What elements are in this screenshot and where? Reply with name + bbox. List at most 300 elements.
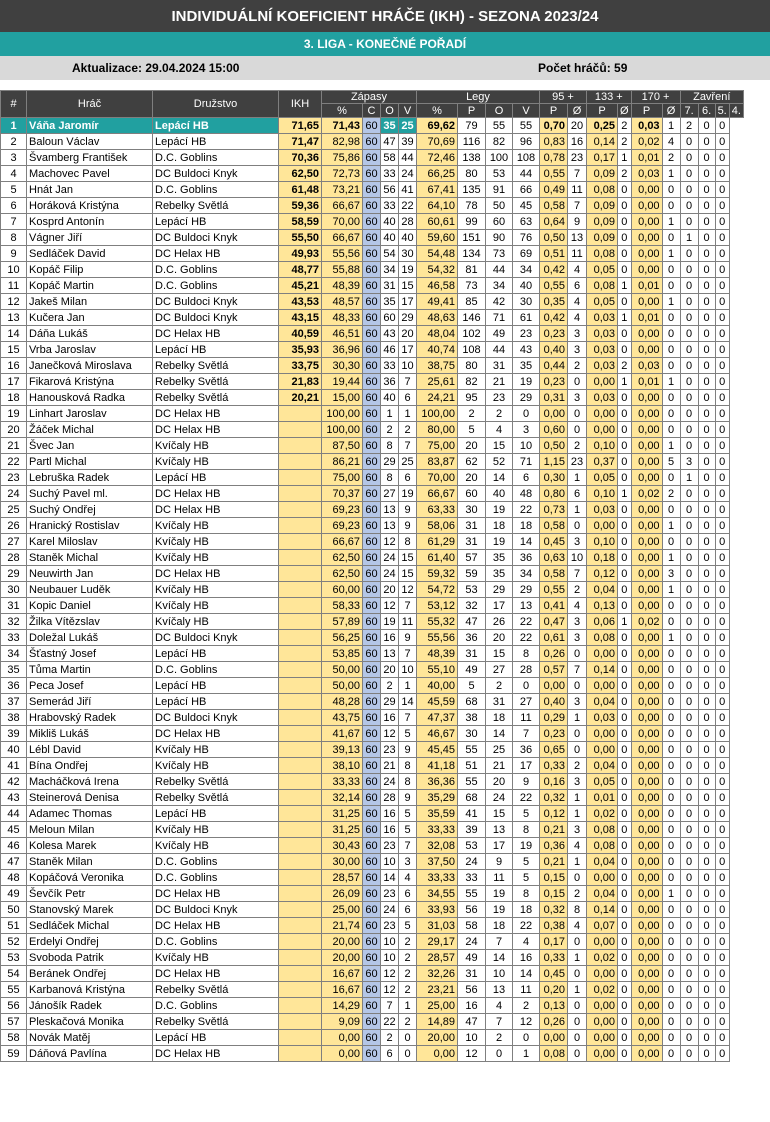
close4-count: 0 <box>715 918 729 934</box>
leg-played: 30 <box>458 502 486 518</box>
match-pct: 50,00 <box>322 678 363 694</box>
close5-count: 0 <box>698 198 715 214</box>
score95-count: 18 <box>513 518 540 534</box>
table-row[interactable] <box>1 214 744 230</box>
table-row[interactable] <box>1 742 744 758</box>
match-won: 22 <box>399 198 417 214</box>
score170-avg: 0,00 <box>631 790 662 806</box>
score170-count: 0 <box>618 918 632 934</box>
table-row[interactable] <box>1 614 744 630</box>
match-won: 9 <box>399 790 417 806</box>
leg-played: 79 <box>458 118 486 134</box>
leg-played: 31 <box>458 966 486 982</box>
table-row[interactable] <box>1 886 744 902</box>
table-row[interactable] <box>1 566 744 582</box>
table-row[interactable] <box>1 294 744 310</box>
subheader-cell[interactable]: V <box>399 104 417 118</box>
score95-avg: 0,17 <box>540 934 568 950</box>
close5-count: 0 <box>698 694 715 710</box>
match-played: 24 <box>381 902 399 918</box>
score133-avg: 0,00 <box>587 406 618 422</box>
ikh-value: 20,21 <box>279 390 322 406</box>
match-count: 60 <box>363 374 381 390</box>
match-played: 35 <box>381 118 399 134</box>
match-won: 6 <box>399 390 417 406</box>
leg-won: 52 <box>486 454 513 470</box>
leg-won: 14 <box>486 470 513 486</box>
subheader-cell[interactable]: P <box>458 104 486 118</box>
match-won: 20 <box>399 326 417 342</box>
table-row[interactable] <box>1 166 744 182</box>
leg-pct: 64,10 <box>417 198 458 214</box>
subheader-cell[interactable]: 5. <box>715 104 729 118</box>
table-row[interactable] <box>1 182 744 198</box>
close7-count: 0 <box>662 694 680 710</box>
table-row[interactable] <box>1 118 744 134</box>
rank-cell: 43 <box>1 790 27 806</box>
close6-count: 0 <box>680 422 698 438</box>
match-pct: 48,57 <box>322 294 363 310</box>
player-name: Švamberg František <box>27 150 153 166</box>
rank-cell: 9 <box>1 246 27 262</box>
table-row[interactable] <box>1 470 744 486</box>
score170-avg: 0,00 <box>631 262 662 278</box>
table-row[interactable] <box>1 486 744 502</box>
score170-count: 0 <box>618 806 632 822</box>
table-row[interactable] <box>1 374 744 390</box>
score133-avg: 0,03 <box>587 342 618 358</box>
leg-won: 4 <box>486 998 513 1014</box>
match-won: 7 <box>399 710 417 726</box>
match-count: 60 <box>363 918 381 934</box>
score170-avg: 0,00 <box>631 390 662 406</box>
score133-avg: 0,03 <box>587 502 618 518</box>
leg-played: 138 <box>458 150 486 166</box>
table-row[interactable] <box>1 982 744 998</box>
leg-played: 68 <box>458 790 486 806</box>
match-won: 25 <box>399 118 417 134</box>
ikh-value <box>279 854 322 870</box>
close6-count: 0 <box>680 550 698 566</box>
rank-cell: 44 <box>1 806 27 822</box>
close6-count: 1 <box>680 470 698 486</box>
col-rank[interactable]: # <box>1 91 27 118</box>
ikh-value <box>279 406 322 422</box>
match-pct: 15,00 <box>322 390 363 406</box>
match-won: 1 <box>399 678 417 694</box>
table-row[interactable] <box>1 246 744 262</box>
leg-pct: 36,36 <box>417 774 458 790</box>
table-row[interactable] <box>1 1014 744 1030</box>
ikh-value: 58,59 <box>279 214 322 230</box>
score133-count: 2 <box>568 358 587 374</box>
close4-count: 0 <box>715 390 729 406</box>
leg-won: 0 <box>486 1046 513 1062</box>
leg-pct: 55,10 <box>417 662 458 678</box>
subheader-cell[interactable]: O <box>486 104 513 118</box>
subheader-cell[interactable]: P <box>540 104 568 118</box>
match-played: 33 <box>381 358 399 374</box>
subheader-cell[interactable]: P <box>631 104 662 118</box>
leg-won: 4 <box>486 422 513 438</box>
score170-avg: 0,00 <box>631 214 662 230</box>
match-pct: 69,23 <box>322 518 363 534</box>
table-row[interactable] <box>1 790 744 806</box>
match-count: 60 <box>363 630 381 646</box>
close5-count: 0 <box>698 1046 715 1062</box>
ikh-value <box>279 822 322 838</box>
score95-avg: 0,33 <box>540 950 568 966</box>
close5-count: 0 <box>698 710 715 726</box>
table-row[interactable] <box>1 518 744 534</box>
close5-count: 0 <box>698 982 715 998</box>
match-pct: 100,00 <box>322 422 363 438</box>
table-row[interactable] <box>1 278 744 294</box>
score170-count: 0 <box>618 774 632 790</box>
score95-avg: 0,42 <box>540 310 568 326</box>
score133-count: 11 <box>568 246 587 262</box>
table-row[interactable] <box>1 1030 744 1046</box>
score133-avg: 0,00 <box>587 646 618 662</box>
match-count: 60 <box>363 390 381 406</box>
leg-won: 15 <box>486 806 513 822</box>
score133-avg: 0,05 <box>587 262 618 278</box>
match-played: 40 <box>381 390 399 406</box>
score95-avg: 0,70 <box>540 118 568 134</box>
match-pct: 36,96 <box>322 342 363 358</box>
close6-count: 0 <box>680 358 698 374</box>
col-ikh[interactable]: IKH <box>279 91 322 118</box>
table-row[interactable] <box>1 1046 744 1062</box>
col-group-matches: Zápasy <box>322 91 417 104</box>
match-count: 60 <box>363 758 381 774</box>
subheader-cell[interactable]: Ø <box>568 104 587 118</box>
match-pct: 57,89 <box>322 614 363 630</box>
team-name: Lepácí HB <box>153 470 279 486</box>
table-row[interactable] <box>1 966 744 982</box>
table-row[interactable] <box>1 150 744 166</box>
team-name: Kvíčaly HB <box>153 950 279 966</box>
match-played: 58 <box>381 150 399 166</box>
score95-avg: 0,00 <box>540 678 568 694</box>
subheader-cell[interactable]: Ø <box>662 104 680 118</box>
player-name: Žilka Vítězslav <box>27 614 153 630</box>
rank-cell: 25 <box>1 502 27 518</box>
close4-count: 0 <box>715 758 729 774</box>
col-team[interactable]: Družstvo <box>153 91 279 118</box>
close6-count: 0 <box>680 502 698 518</box>
score95-avg: 0,50 <box>540 438 568 454</box>
score95-avg: 0,15 <box>540 886 568 902</box>
match-pct: 55,56 <box>322 246 363 262</box>
close6-count: 0 <box>680 982 698 998</box>
match-pct: 69,23 <box>322 502 363 518</box>
score95-avg: 1,15 <box>540 454 568 470</box>
leg-played: 55 <box>458 886 486 902</box>
table-row[interactable] <box>1 230 744 246</box>
match-count: 60 <box>363 470 381 486</box>
table-row[interactable] <box>1 582 744 598</box>
team-name: Lepácí HB <box>153 646 279 662</box>
leg-played: 58 <box>458 918 486 934</box>
rank-cell: 15 <box>1 342 27 358</box>
score170-count: 0 <box>618 870 632 886</box>
table-row[interactable] <box>1 758 744 774</box>
subheader-cell[interactable]: Ø <box>618 104 632 118</box>
match-played: 12 <box>381 982 399 998</box>
table-row[interactable] <box>1 198 744 214</box>
match-count: 60 <box>363 870 381 886</box>
match-pct: 38,10 <box>322 758 363 774</box>
player-name: Fikarová Kristýna <box>27 374 153 390</box>
leg-won: 13 <box>486 982 513 998</box>
table-row[interactable] <box>1 598 744 614</box>
match-pct: 75,86 <box>322 150 363 166</box>
leg-won: 7 <box>486 1014 513 1030</box>
score133-count: 2 <box>568 582 587 598</box>
table-row[interactable] <box>1 630 744 646</box>
table-row[interactable] <box>1 438 744 454</box>
table-row[interactable] <box>1 422 744 438</box>
score170-avg: 0,00 <box>631 534 662 550</box>
table-row[interactable] <box>1 646 744 662</box>
score95-avg: 0,23 <box>540 374 568 390</box>
leg-pct: 45,45 <box>417 742 458 758</box>
match-count: 60 <box>363 150 381 166</box>
close5-count: 0 <box>698 358 715 374</box>
table-row[interactable] <box>1 262 744 278</box>
match-pct: 26,09 <box>322 886 363 902</box>
close7-count: 2 <box>662 486 680 502</box>
table-row[interactable] <box>1 406 744 422</box>
rank-cell: 45 <box>1 822 27 838</box>
table-row[interactable] <box>1 822 744 838</box>
subheader-cell[interactable]: 6. <box>698 104 715 118</box>
team-name: Kvíčaly HB <box>153 838 279 854</box>
close5-count: 0 <box>698 838 715 854</box>
table-row[interactable] <box>1 358 744 374</box>
close4-count: 0 <box>715 998 729 1014</box>
score133-count: 0 <box>568 406 587 422</box>
score133-avg: 0,01 <box>587 790 618 806</box>
close6-count: 0 <box>680 150 698 166</box>
match-count: 60 <box>363 310 381 326</box>
leg-won: 20 <box>486 630 513 646</box>
score133-avg: 0,00 <box>587 422 618 438</box>
subheader-cell[interactable]: V <box>513 104 540 118</box>
score95-avg: 0,45 <box>540 966 568 982</box>
col-player[interactable]: Hráč <box>27 91 153 118</box>
subheader-cell[interactable]: % <box>417 104 458 118</box>
close4-count: 0 <box>715 294 729 310</box>
close7-count: 0 <box>662 198 680 214</box>
leg-pct: 25,61 <box>417 374 458 390</box>
table-row[interactable] <box>1 918 744 934</box>
table-row[interactable] <box>1 950 744 966</box>
rank-cell: 53 <box>1 950 27 966</box>
table-row[interactable] <box>1 550 744 566</box>
leg-won: 60 <box>486 214 513 230</box>
team-name: DC Buldoci Knyk <box>153 310 279 326</box>
score170-avg: 0,01 <box>631 310 662 326</box>
score133-count: 11 <box>568 182 587 198</box>
table-row[interactable] <box>1 726 744 742</box>
leg-played: 24 <box>458 854 486 870</box>
leg-played: 5 <box>458 678 486 694</box>
ikh-value: 43,15 <box>279 310 322 326</box>
team-name: DC Helax HB <box>153 502 279 518</box>
score170-avg: 0,00 <box>631 598 662 614</box>
leg-pct: 46,67 <box>417 726 458 742</box>
score95-count: 16 <box>513 950 540 966</box>
score170-avg: 0,00 <box>631 966 662 982</box>
table-row[interactable] <box>1 326 744 342</box>
table-row[interactable] <box>1 774 744 790</box>
match-played: 13 <box>381 518 399 534</box>
table-row[interactable] <box>1 502 744 518</box>
subheader-cell[interactable]: 7. <box>680 104 698 118</box>
match-played: 7 <box>381 998 399 1014</box>
match-played: 8 <box>381 438 399 454</box>
subheader-cell[interactable]: P <box>587 104 618 118</box>
score95-count: 108 <box>513 150 540 166</box>
table-row[interactable] <box>1 342 744 358</box>
ikh-value <box>279 838 322 854</box>
subheader-cell[interactable]: % <box>322 104 363 118</box>
subheader-cell[interactable]: O <box>381 104 399 118</box>
leg-pct: 55,56 <box>417 630 458 646</box>
rank-cell: 49 <box>1 886 27 902</box>
score170-avg: 0,03 <box>631 358 662 374</box>
score133-avg: 0,00 <box>587 870 618 886</box>
team-name: DC Helax HB <box>153 246 279 262</box>
match-pct: 21,74 <box>322 918 363 934</box>
close4-count: 0 <box>715 710 729 726</box>
close6-count: 0 <box>680 918 698 934</box>
leg-played: 55 <box>458 774 486 790</box>
score95-count: 1 <box>513 1046 540 1062</box>
leg-played: 31 <box>458 518 486 534</box>
match-pct: 58,33 <box>322 598 363 614</box>
match-won: 7 <box>399 838 417 854</box>
close4-count: 0 <box>715 214 729 230</box>
score95-count: 17 <box>513 758 540 774</box>
match-played: 10 <box>381 854 399 870</box>
team-name: Kvíčaly HB <box>153 438 279 454</box>
subheader-cell[interactable]: 4. <box>729 104 743 118</box>
ikh-value <box>279 1046 322 1062</box>
close5-count: 0 <box>698 646 715 662</box>
score133-count: 7 <box>568 198 587 214</box>
close5-count: 0 <box>698 390 715 406</box>
close6-count: 0 <box>680 374 698 390</box>
table-row[interactable] <box>1 854 744 870</box>
score170-count: 0 <box>618 262 632 278</box>
close7-count: 1 <box>662 438 680 454</box>
table-row[interactable] <box>1 662 744 678</box>
score170-count: 0 <box>618 950 632 966</box>
close6-count: 0 <box>680 902 698 918</box>
score95-count: 23 <box>513 326 540 342</box>
close6-count: 2 <box>680 118 698 134</box>
leg-pct: 24,21 <box>417 390 458 406</box>
score133-count: 0 <box>568 1014 587 1030</box>
leg-played: 31 <box>458 534 486 550</box>
table-row[interactable] <box>1 870 744 886</box>
close7-count: 0 <box>662 1046 680 1062</box>
table-row[interactable] <box>1 838 744 854</box>
table-row[interactable] <box>1 694 744 710</box>
table-row[interactable] <box>1 310 744 326</box>
score95-count: 22 <box>513 918 540 934</box>
leg-pct: 47,37 <box>417 710 458 726</box>
match-played: 10 <box>381 934 399 950</box>
close4-count: 0 <box>715 422 729 438</box>
leg-played: 85 <box>458 294 486 310</box>
match-played: 16 <box>381 822 399 838</box>
close5-count: 0 <box>698 406 715 422</box>
table-row[interactable] <box>1 534 744 550</box>
close5-count: 0 <box>698 566 715 582</box>
team-name: Rebelky Světlá <box>153 982 279 998</box>
score170-avg: 0,00 <box>631 1046 662 1062</box>
match-played: 12 <box>381 534 399 550</box>
leg-won: 29 <box>486 582 513 598</box>
score133-avg: 0,37 <box>587 454 618 470</box>
table-row[interactable] <box>1 902 744 918</box>
score170-avg: 0,00 <box>631 182 662 198</box>
match-won: 19 <box>399 262 417 278</box>
leg-won: 15 <box>486 438 513 454</box>
close5-count: 0 <box>698 790 715 806</box>
leg-pct: 66,67 <box>417 486 458 502</box>
match-count: 60 <box>363 614 381 630</box>
score95-count: 0 <box>513 1030 540 1046</box>
score95-count: 11 <box>513 982 540 998</box>
table-row[interactable] <box>1 134 744 150</box>
player-name: Pleskačová Monika <box>27 1014 153 1030</box>
close7-count: 0 <box>662 534 680 550</box>
score170-avg: 0,00 <box>631 662 662 678</box>
table-row[interactable] <box>1 806 744 822</box>
table-row[interactable] <box>1 934 744 950</box>
leg-played: 53 <box>458 838 486 854</box>
match-pct: 73,21 <box>322 182 363 198</box>
subheader-cell[interactable]: C <box>363 104 381 118</box>
score170-avg: 0,00 <box>631 710 662 726</box>
leg-played: 20 <box>458 438 486 454</box>
leg-pct: 83,87 <box>417 454 458 470</box>
table-row[interactable] <box>1 998 744 1014</box>
leg-pct: 63,33 <box>417 502 458 518</box>
table-row[interactable] <box>1 678 744 694</box>
leg-played: 56 <box>458 902 486 918</box>
score133-count: 10 <box>568 550 587 566</box>
match-played: 35 <box>381 294 399 310</box>
table-row[interactable] <box>1 390 744 406</box>
leg-won: 19 <box>486 534 513 550</box>
match-count: 60 <box>363 678 381 694</box>
player-name: Kopáčová Veronika <box>27 870 153 886</box>
table-row[interactable] <box>1 710 744 726</box>
score95-count: 9 <box>513 774 540 790</box>
team-name: Lepácí HB <box>153 1030 279 1046</box>
score170-count: 0 <box>618 454 632 470</box>
ikh-value <box>279 662 322 678</box>
score95-count: 14 <box>513 966 540 982</box>
score133-count: 0 <box>568 374 587 390</box>
table-row[interactable] <box>1 454 744 470</box>
